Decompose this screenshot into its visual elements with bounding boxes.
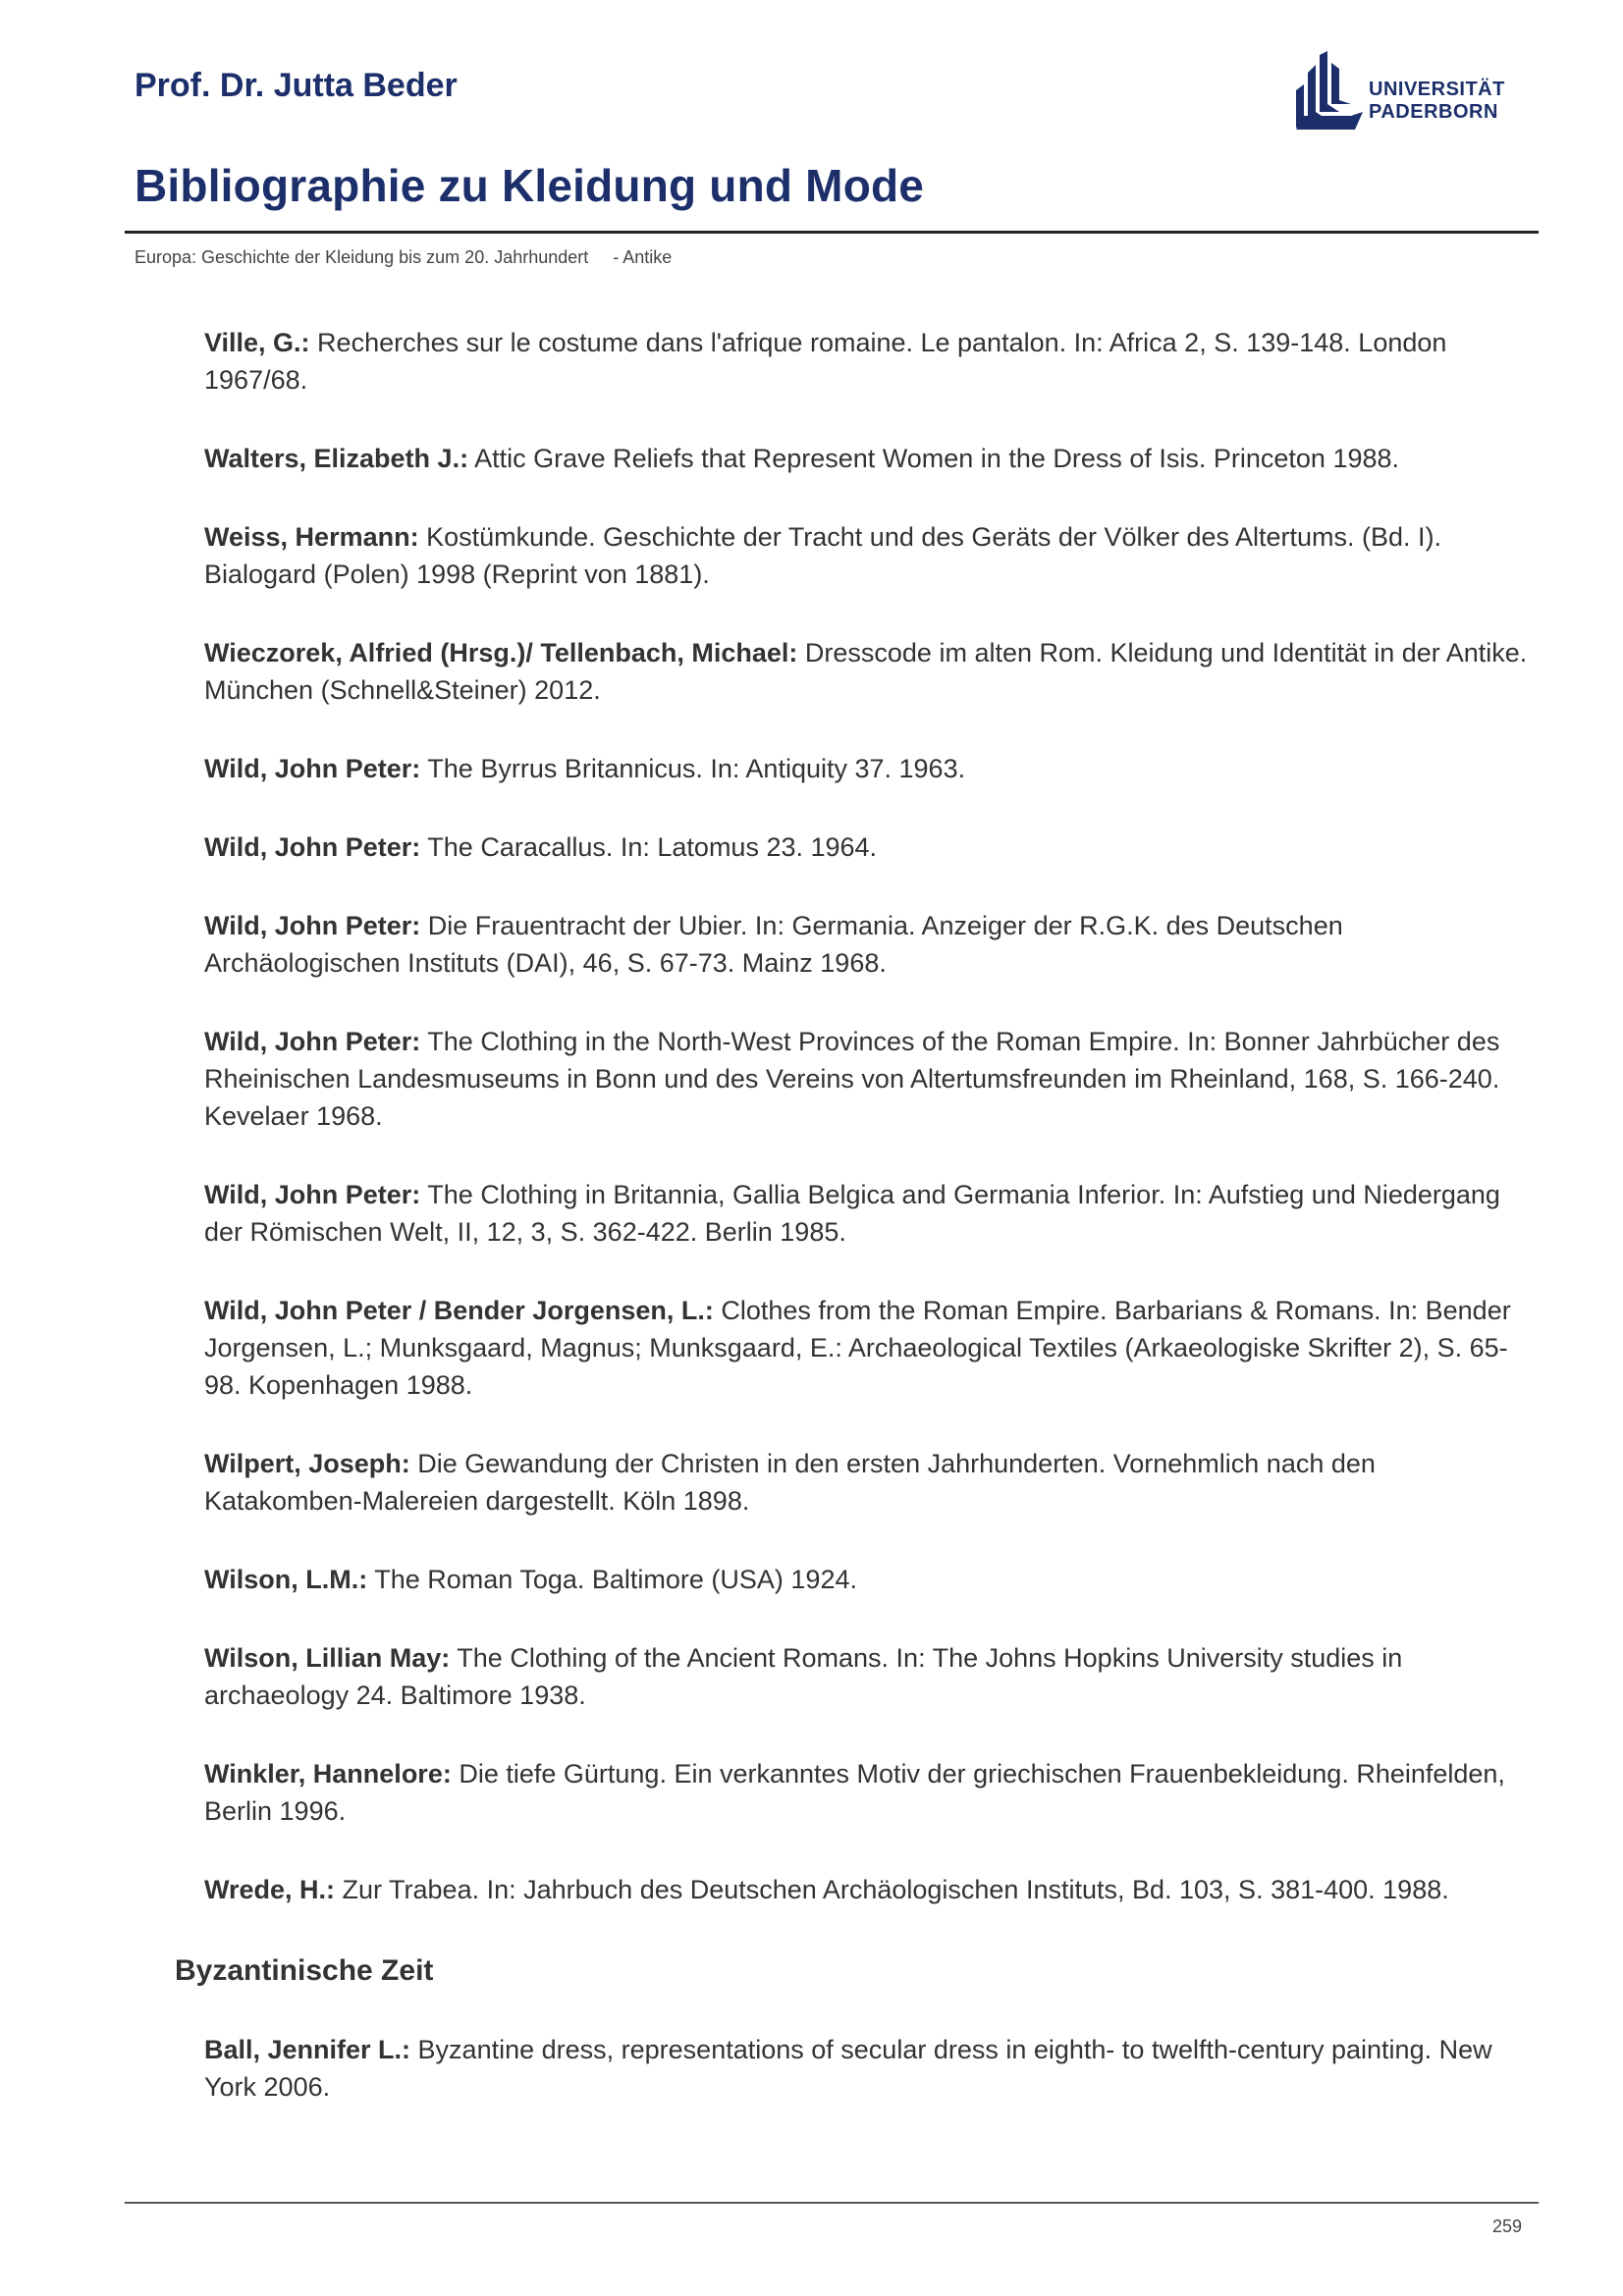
bibliography-entry bbox=[204, 1292, 1530, 1404]
bibliography-entry bbox=[204, 1176, 1530, 1251]
bibliography-entry bbox=[204, 1023, 1530, 1135]
entry-text: Clothes from the Roman Empire. Barbarians & Romans. In: Bender Jorgensen, L.; Munksgaard, Magnus; Munksgaard, E.: Archaeological Textiles (Arkaeologiske Skrifter 2), S. 65-98. Kopenhagen 1988. bbox=[204, 1296, 1511, 1400]
bibliography-entry bbox=[204, 1871, 1530, 1908]
entry-text: The Clothing in Britannia, Gallia Belgica and Germania Inferior. In: Aufstieg und Niedergang der Römischen Welt, II, 12, 3, S. 362-422. Berlin 1985. bbox=[204, 1180, 1500, 1247]
entry-author: Wieczorek, Alfried (Hrsg.)/ Tellenbach, Michael: bbox=[204, 638, 798, 667]
entry-text: Die Gewandung der Christen in den ersten Jahrhunderten. Vornehmlich nach den Katakomben-Malereien dargestellt. Köln 1898. bbox=[204, 1449, 1376, 1516]
section-heading: Byzantinische Zeit bbox=[175, 1954, 434, 1987]
section-bibliography-list bbox=[204, 2031, 1530, 2147]
entry-text: Recherches sur le costume dans l'afrique romaine. Le pantalon. In: Africa 2, S. 139-148. London 1967/68. bbox=[204, 328, 1447, 395]
entry-author: Wild, John Peter: bbox=[204, 754, 421, 783]
bibliography-entry bbox=[204, 1561, 1530, 1598]
entry-author: Wilson, Lillian May: bbox=[204, 1643, 451, 1673]
header-divider bbox=[125, 231, 1539, 234]
page-number: 259 bbox=[1492, 2216, 1523, 2236]
entry-text: The Clothing of the Ancient Romans. In: The Johns Hopkins University studies in archaeology 24. Baltimore 1938. bbox=[204, 1643, 1403, 1710]
header-author: Prof. Dr. Jutta Beder bbox=[135, 67, 458, 104]
bibliography-entry bbox=[204, 634, 1530, 709]
entry-text: Attic Grave Reliefs that Represent Women in the Dress of Isis. Princeton 1988. bbox=[468, 444, 1400, 473]
entry-author: Wild, John Peter: bbox=[204, 911, 421, 940]
entry-text: Zur Trabea. In: Jahrbuch des Deutschen Archäologischen Instituts, Bd. 103, S. 381-400. 1988. bbox=[335, 1875, 1449, 1904]
bibliography-list bbox=[204, 324, 1530, 1949]
entry-author: Wilpert, Joseph: bbox=[204, 1449, 410, 1478]
bibliography-entry bbox=[204, 1445, 1530, 1520]
entry-author: Ball, Jennifer L.: bbox=[204, 2035, 411, 2064]
bibliography-entry bbox=[204, 828, 1530, 866]
entry-author: Wild, John Peter / Bender Jorgensen, L.: bbox=[204, 1296, 714, 1325]
bibliography-entry bbox=[204, 907, 1530, 982]
bibliography-entry bbox=[204, 1755, 1530, 1830]
bibliography-entry bbox=[204, 1639, 1530, 1714]
entry-text: Dresscode im alten Rom. Kleidung und Identität in der Antike. München (Schnell&Steiner) 2012. bbox=[204, 638, 1528, 705]
entry-text: The Roman Toga. Baltimore (USA) 1924. bbox=[367, 1565, 857, 1594]
entry-author: Wild, John Peter: bbox=[204, 1180, 421, 1209]
page-title: Bibliographie zu Kleidung und Mode bbox=[135, 160, 925, 211]
logo-wordmark bbox=[1369, 79, 1505, 124]
entry-author: Weiss, Hermann: bbox=[204, 522, 419, 552]
entry-author: Ville, G.: bbox=[204, 328, 310, 357]
bibliography-entry bbox=[204, 2031, 1530, 2106]
paderborn-logo-icon bbox=[1294, 51, 1367, 133]
university-logo bbox=[1294, 51, 1530, 133]
breadcrumb: Europa: Geschichte der Kleidung bis zum 20. Jahrhundert - Antike bbox=[135, 247, 673, 267]
bibliography-entry bbox=[204, 324, 1530, 399]
bibliography-entry bbox=[204, 440, 1530, 477]
footer-divider bbox=[125, 2202, 1539, 2204]
bibliography-entry bbox=[204, 518, 1530, 593]
logo-line-2: PADERBORN bbox=[1369, 101, 1498, 123]
entry-author: Wrede, H.: bbox=[204, 1875, 336, 1904]
entry-text: Byzantine dress, representations of secular dress in eighth- to twelfth-century painting. New York 2006. bbox=[204, 2035, 1492, 2102]
entry-author: Wild, John Peter: bbox=[204, 1027, 421, 1056]
bibliography-entry bbox=[204, 750, 1530, 787]
entry-author: Winkler, Hannelore: bbox=[204, 1759, 452, 1789]
entry-text: Die tiefe Gürtung. Ein verkanntes Motiv der griechischen Frauenbekleidung. Rheinfelden, Berlin 1996. bbox=[204, 1759, 1505, 1826]
entry-text: The Caracallus. In: Latomus 23. 1964. bbox=[420, 832, 878, 862]
entry-author: Walters, Elizabeth J.: bbox=[204, 444, 469, 473]
entry-text: The Byrrus Britannicus. In: Antiquity 37. 1963. bbox=[420, 754, 966, 783]
entry-text: Die Frauentracht der Ubier. In: Germania. Anzeiger der R.G.K. des Deutschen Archäologischen Instituts (DAI), 46, S. 67-73. Mainz 1968. bbox=[204, 911, 1343, 978]
entry-author: Wild, John Peter: bbox=[204, 832, 421, 862]
entry-author: Wilson, L.M.: bbox=[204, 1565, 368, 1594]
entry-text: The Clothing in the North-West Provinces of the Roman Empire. In: Bonner Jahrbücher des Rheinischen Landesmuseums in Bonn und des Vereins von Altertumsfreunden im Rheinland, 168, S. 166-240. Kevelaer 1968. bbox=[204, 1027, 1500, 1131]
logo-line-1: UNIVERSITÄT bbox=[1369, 79, 1505, 100]
entry-text: Kostümkunde. Geschichte der Tracht und des Geräts der Völker des Altertums. (Bd. I). Bialogard (Polen) 1998 (Reprint von 1881). bbox=[204, 522, 1442, 589]
